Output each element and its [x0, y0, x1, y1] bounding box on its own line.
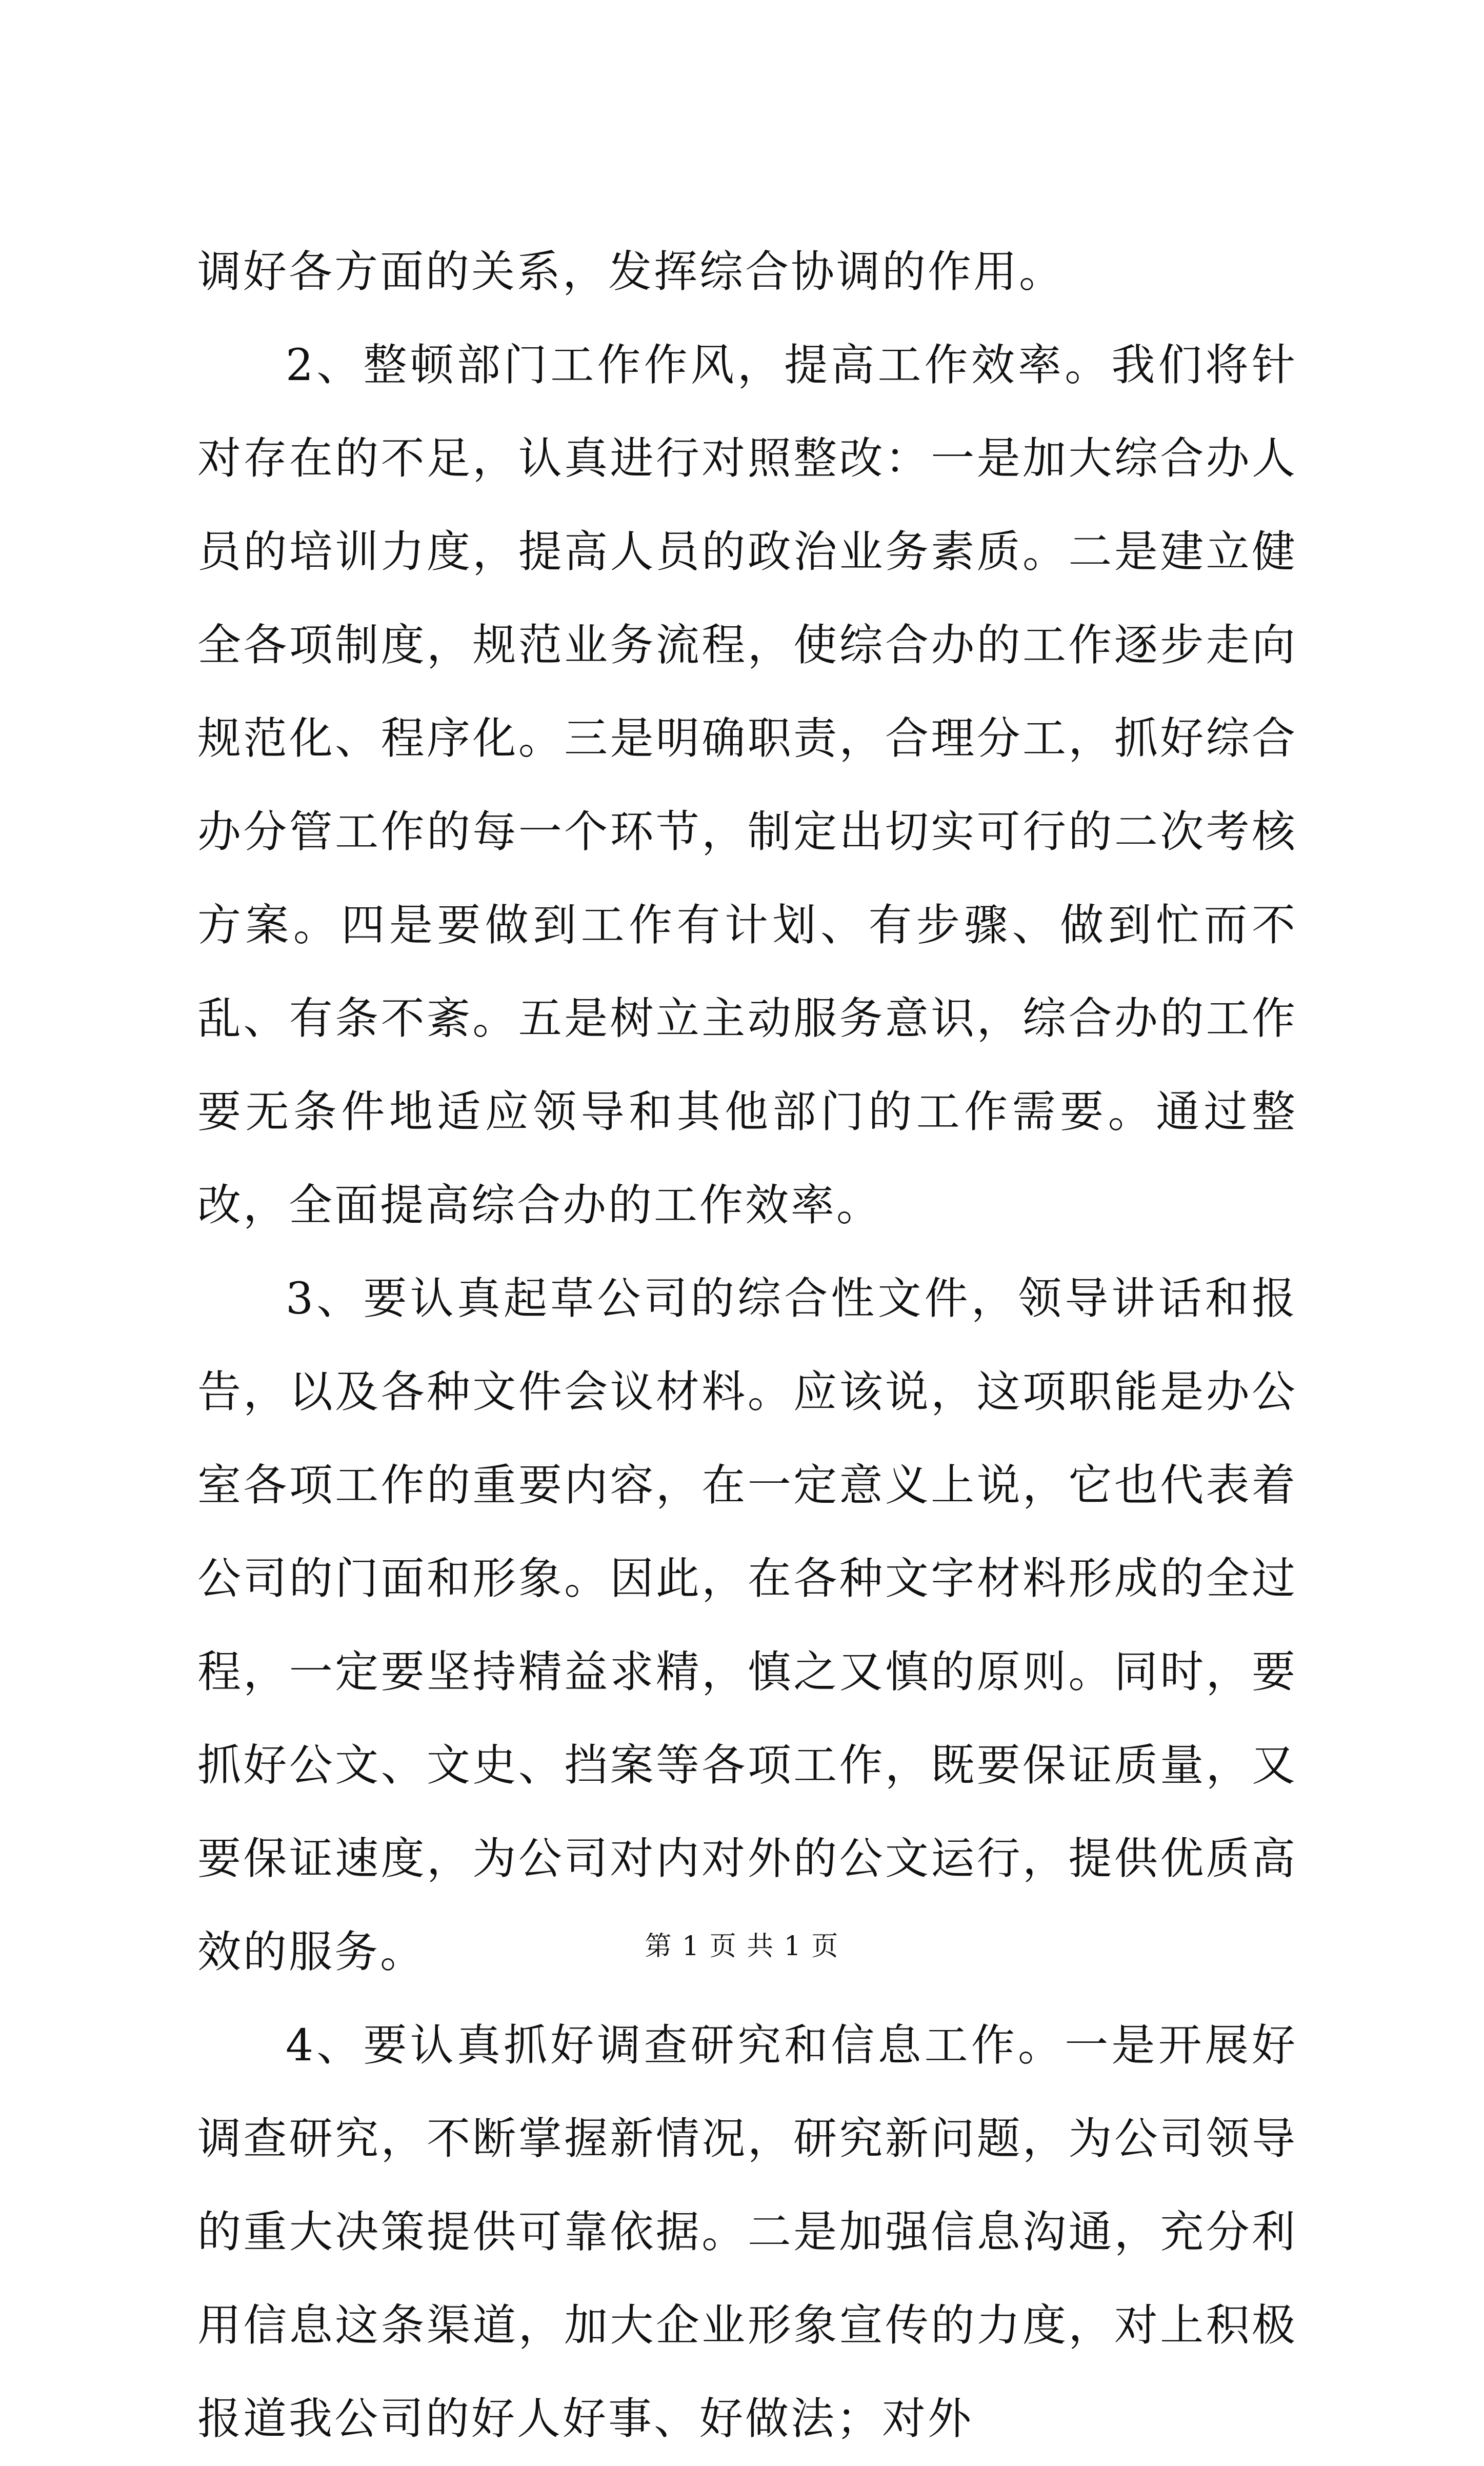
- page-footer: [0, 1928, 1484, 1964]
- paragraph-item-3: 3、要认真起草公司的综合性文件，领导讲话和报告，以及各种文件会议材料。应该说，这项职能是办公室各项工作的重要内容，在一定意义上说，它也代表着公司的门面和形象。因此，在各种文字材料形成的全过程，一定要坚持精益求精，慎之又慎的原则。同时，要抓好公文、文史、挡案等各项工作，既要保证质量，又要保证速度，为公司对内对外的公文运行，提供优质高效的服务。: [197, 1274, 1297, 1978]
- document-body: [197, 226, 1297, 2466]
- paragraph-item-4: 4、要认真抓好调查研究和信息工作。一是开展好调查研究，不断掌握新情况，研究新问题，为公司领导的重大决策提供可靠依据。二是加强信息沟通，充分利用信息这条渠道，加大企业形象宣传的力度，对上积极报道我公司的好人好事、好做法；对外: [197, 2020, 1297, 2444]
- paragraph-item-2: 2、整顿部门工作作风，提高工作效率。我们将针对存在的不足，认真进行对照整改：一是加大综合办人员的培训力度，提高人员的政治业务素质。二是建立健全各项制度，规范业务流程，使综合办的工作逐步走向规范化、程序化。三是明确职责，合理分工，抓好综合办分管工作的每一个环节，制定出切实可行的二次考核方案。四是要做到工作有计划、有步骤、做到忙而不乱、有条不紊。五是树立主动服务意识，综合办的工作要无条件地适应领导和其他部门的工作需要。通过整改，全面提高综合办的工作效率。: [197, 340, 1297, 1231]
- paragraph-continuation: 调好各方面的关系，发挥综合协调的作用。: [197, 247, 1065, 297]
- page-number-label: 第 1 页 共 1 页: [645, 1931, 839, 1962]
